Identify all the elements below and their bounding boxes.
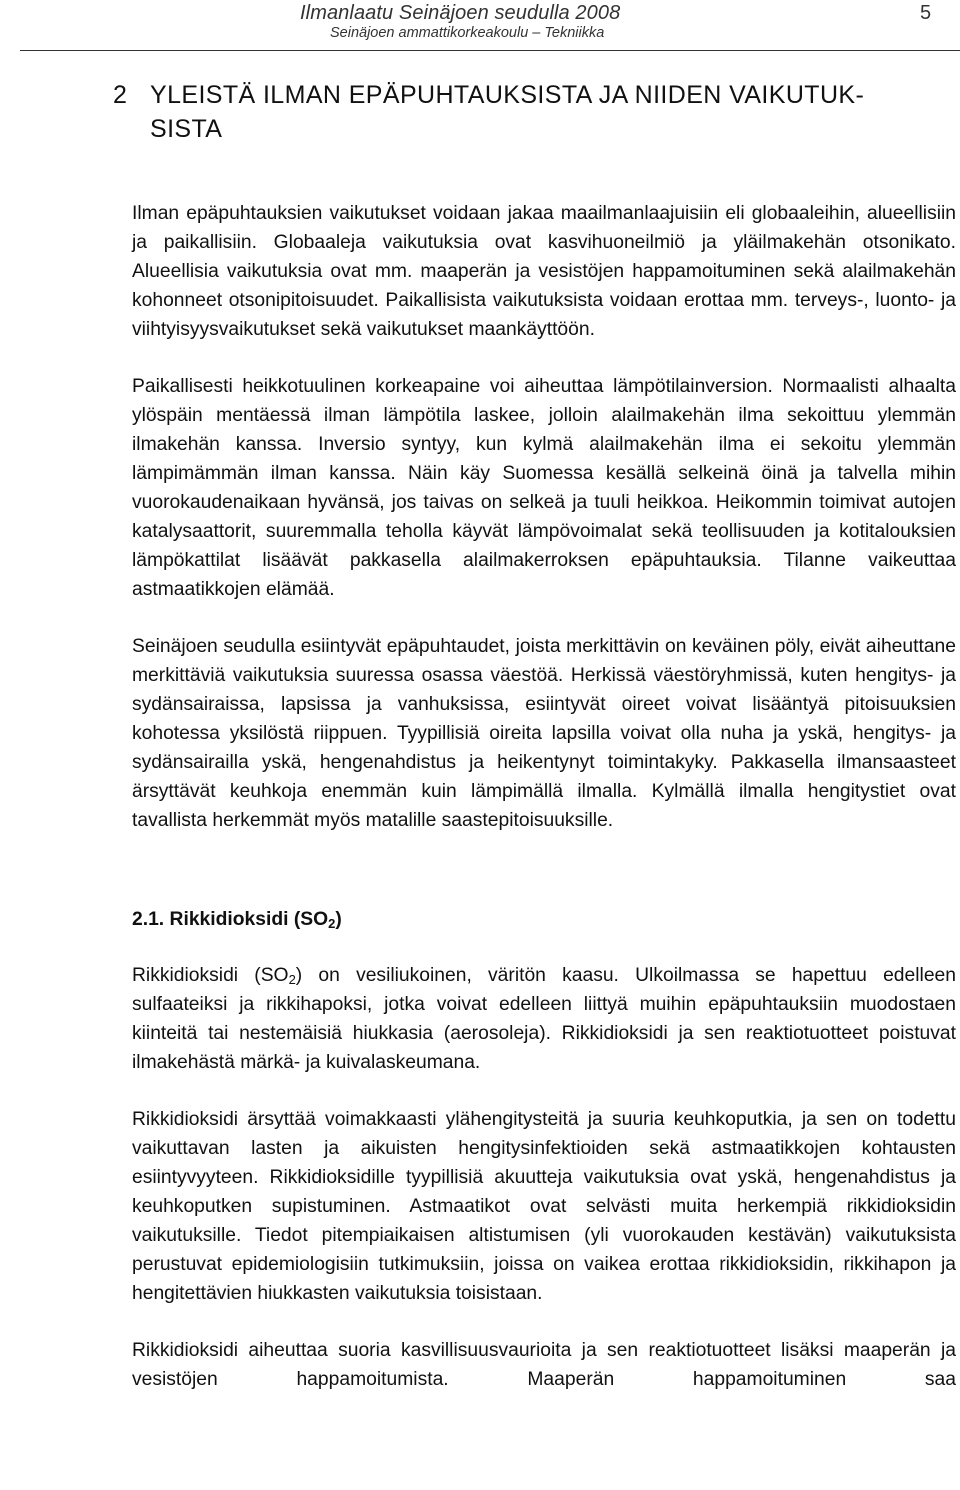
section-title: Rikkidioksidi (SO <box>169 909 329 930</box>
so2-text-rest: ) on vesiliukoinen, väritön kaasu. Ulkoilmassa se hapettuu edelleen sulfaateiksi ja rikkihapoksi, jotka voivat edelleen liittyä muihin epäpuhtauksiin muodostaen kiinteitä tai nestemäisiä hiukkasia (aerosoleja). Rikkidioksidi ja sen reaktiotuotteet poistuvat ilmakehästä märkä- ja kuivalaskeumana. <box>132 965 956 1073</box>
page-number: 5 <box>920 2 932 24</box>
section-title-subscript: 2 <box>328 916 336 931</box>
section-number: 2.1. <box>132 909 165 930</box>
header-subtitle: Seinäjoen ammattikorkeakoulu – Tekniikka <box>330 25 605 41</box>
header-title: Ilmanlaatu Seinäjoen seudulla 2008 <box>300 2 621 24</box>
header-divider <box>20 50 960 51</box>
chapter-number: 2 <box>113 81 128 109</box>
paragraph: Paikallisesti heikkotuulinen korkeapaine voi aiheuttaa lämpötilainversion. Normaalisti alhaalta ylöspäin mentäessä ilman lämpötila laskee, jolloin alailmakehän ilma sekoittuu ylemmän ilmakehän kanssa. Inversio syntyy, kun kylmä alailmakehän ilma ei sekoitu ylemmän lämpimämmän ilman kanssa. Näin käy Suomessa kesällä selkeinä öinä ja talvella mihin vuorokaudenaikaan hyvänsä, jos taivas on selkeä ja tuuli heikkoa. Heikommin toimivat autojen katalysaattorit, suuremmalla teholla käyvät lämpövoimalat sekä teollisuuden ja kotitalouksien lämpökattilat lisäävät pakkasella alailmakerroksen epäpuhtauksia. Tilanne vaikeuttaa astmaatikkojen elämää. <box>132 376 956 600</box>
chapter-heading <box>113 78 953 146</box>
paragraph: Rikkidioksidi aiheuttaa suoria kasvillisuusvaurioita ja sen reaktiotuotteet lisäksi maaperän ja vesistöjen happamoitumista. Maaperän happamoituminen saa <box>132 1340 956 1390</box>
section-title-end: ) <box>335 909 342 930</box>
chapter-title-line2: SISTA <box>150 115 223 143</box>
body-text <box>132 199 956 1394</box>
running-header <box>300 2 620 42</box>
paragraph: Rikkidioksidi ärsyttää voimakkaasti ylähengitysteitä ja suuria keuhkoputkia, ja sen on todettu vaikuttavan lasten ja aikuisten hengitysinfektioiden sekä astmaatikkojen kohtausten esiintyvyyteen. Rikkidioksidille tyypillisiä akuutteja vaikutuksia ovat yskä, hengenahdistus ja keuhkoputken supistuminen. Astmaatikot ovat selvästi muita herkempiä rikkidioksidin vaikutuksille. Tiedot pitempiaikaisen altistumisen (yli vuorokauden kestävän) vaikutuksista perustuvat epidemiologisiin tutkimuksiin, joissa on vaikea erottaa rikkidioksidin, rikkihapon ja hengitettävien hiukkasten vaikutuksia toisistaan. <box>132 1109 956 1304</box>
paragraph: Ilman epäpuhtauksien vaikutukset voidaan jakaa maailmanlaajuisiin eli globaaleihin, alueellisiin ja paikallisiin. Globaaleja vaikutuksia ovat kasvihuoneilmiö ja yläilmakehän otsonikato. Alueellisia vaikutuksia ovat mm. maaperän ja vesistöjen happamoituminen sekä alailmakehän kohonneet otsonipitoisuudet. Paikallisista vaikutuksista voidaan erottaa mm. terveys-, luonto- ja viihtyisyysvaikutukset sekä vaikutukset maankäyttöön. <box>132 203 956 340</box>
so2-text-start: Rikkidioksidi (SO <box>132 965 289 986</box>
paragraph <box>132 961 956 1077</box>
so2-subscript: 2 <box>288 972 296 987</box>
paragraph: Seinäjoen seudulla esiintyvät epäpuhtaudet, joista merkittävin on keväinen pöly, eivät aiheuttane merkittäviä vaikutuksia suuressa osassa väestöä. Herkissä väestöryhmissä, kuten hengitys- ja sydänsairaissa, lapsissa ja vanhuksissa, esiintyvät oireet voivat lisääntyä pitoisuuksien kohotessa yksilöstä riippuen. Tyypillisiä oireita lapsilla voivat olla nuha ja yskä, hengitys- ja sydänsairailla yskä, hengenahdistus ja heikentynyt toimintakyky. Pakkasella ilmansaasteet ärsyttävät keuhkoja enemmän kuin lämpimällä ilmalla. Kylmällä ilmalla hengitystiet ovat tavallista herkemmät myös matalille saastepitoisuuksille. <box>132 636 956 831</box>
chapter-title-line1: YLEISTÄ ILMAN EPÄPUHTAUKSISTA JA NIIDEN VAIKUTUK- <box>150 81 865 109</box>
section-heading <box>132 905 956 934</box>
